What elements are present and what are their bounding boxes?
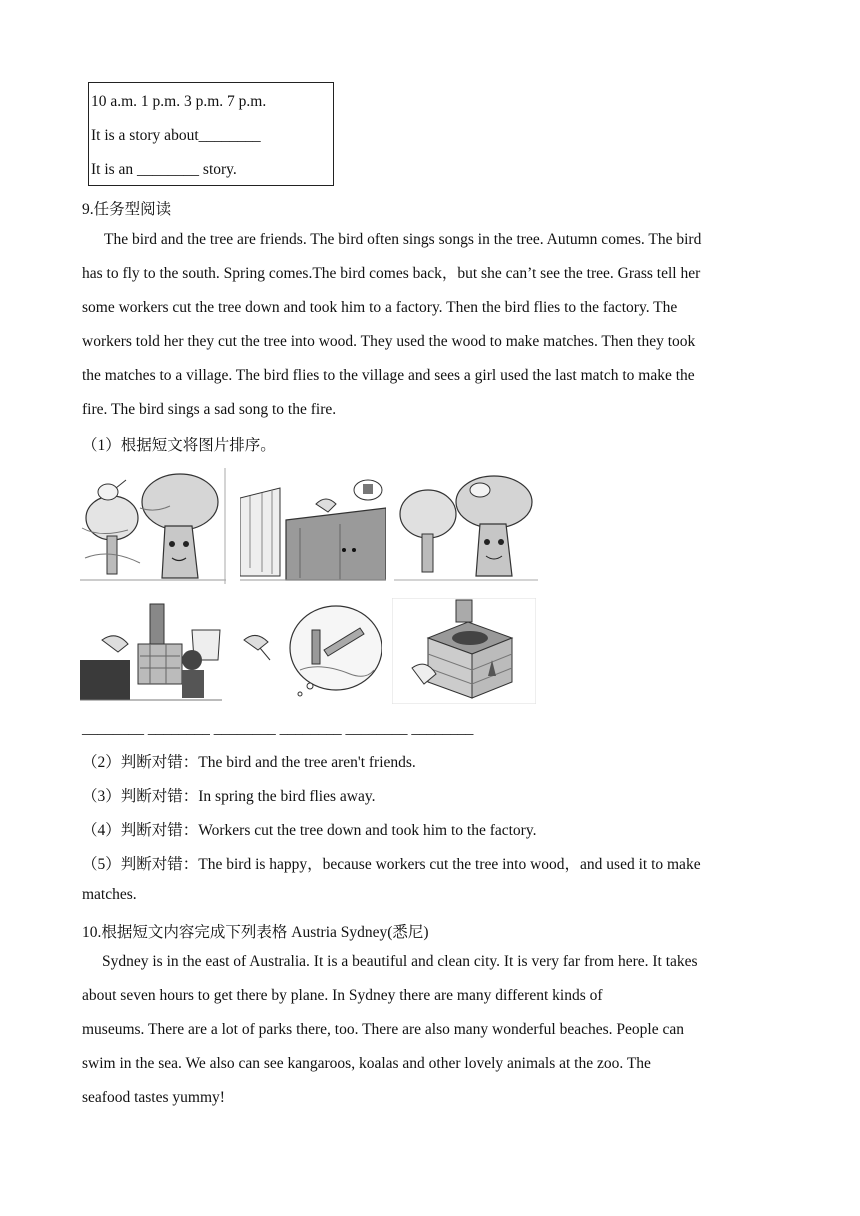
q9-heading: 9.任务型阅读 [82, 201, 172, 218]
q9-passage-line-5: the matches to a village. The bird flies to the village and sees a girl used the last match to make the [82, 367, 695, 384]
picture-factory [240, 468, 386, 584]
story-about-line: It is a story about________ [91, 127, 261, 144]
story-type-line: It is an ________ story. [91, 161, 237, 178]
picture-bird-and-tree [394, 472, 538, 584]
q9-passage-line-3: some workers cut the tree down and took him to a factory. Then the bird flies to the factory. The [82, 299, 678, 316]
picture-bird-sad-song [392, 598, 536, 704]
q10-passage-line-1: Sydney is in the east of Australia. It is a beautiful and clean city. It is very far from here. It takes [102, 953, 698, 970]
picture-order-blanks: ________ ________ ________ ________ ________ ________ [82, 720, 474, 737]
previous-question-box [88, 82, 334, 186]
q9-sub4: （4）判断对错：Workers cut the tree down and took him to the factory. [82, 822, 537, 839]
picture-girl-with-match [80, 600, 222, 702]
q10-passage-line-3: museums. There are a lot of parks there, too. There are also many wonderful beaches. People can [82, 1021, 684, 1038]
q9-passage-line-6: fire. The bird sings a sad song to the fire. [82, 401, 337, 418]
q9-sub3: （3）判断对错：In spring the bird flies away. [82, 788, 376, 805]
q9-sub2: （2）判断对错：The bird and the tree aren't friends. [82, 754, 416, 771]
q9-sub1: （1）根据短文将图片排序。 [82, 437, 276, 454]
q10-heading: 10.根据短文内容完成下列表格 Austria Sydney(悉尼) [82, 924, 429, 941]
q9-passage-line-1: The bird and the tree are friends. The bird often sings songs in the tree. Autumn comes. The bird [104, 231, 702, 248]
picture-tree-cut-down [240, 600, 382, 704]
q9-sub5-line-1: （5）判断对错：The bird is happy，because workers cut the tree into wood，and used it to make [82, 856, 701, 873]
q9-passage-line-4: workers told her they cut the tree into wood. They used the wood to make matches. Then they took [82, 333, 696, 350]
q10-passage [82, 945, 782, 1115]
picture-autumn-tree [80, 468, 226, 584]
q9-passage-line-2: has to fly to the south. Spring comes.The bird comes back，but she can’t see the tree. Grass tell her [82, 265, 701, 282]
q9-passage [82, 223, 782, 427]
q10-passage-line-5: seafood tastes yummy! [82, 1089, 225, 1106]
q10-passage-line-2: about seven hours to get there by plane. In Sydney there are many different kinds of [82, 987, 603, 1004]
time-line: 10 a.m. 1 p.m. 3 p.m. 7 p.m. [91, 93, 267, 110]
q9-sub5-line-2: matches. [82, 886, 137, 903]
q10-passage-line-4: swim in the sea. We also can see kangaroos, koalas and other lovely animals at the zoo. The [82, 1055, 651, 1072]
